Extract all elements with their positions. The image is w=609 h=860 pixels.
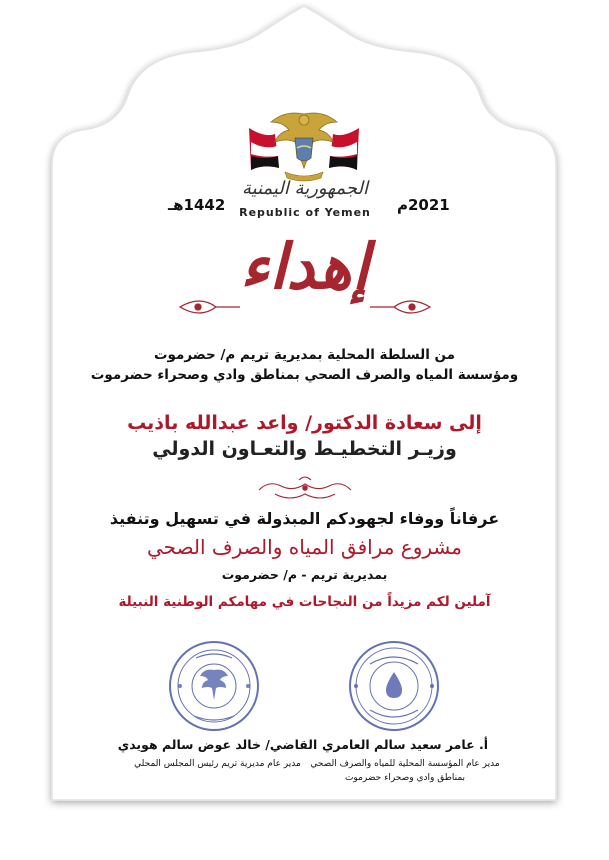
recipient-title: وزيـر التخطيـط والتعـاون الدولي xyxy=(152,438,457,460)
year-hijri: 1442هـ xyxy=(168,196,226,214)
wishes-text: آملين لكم مزيداً من النجاحات في مهامكم الوطنية النبيلة xyxy=(118,594,491,610)
recipient-name: إلى سعادة الدكتور/ واعد عبدالله باذيب xyxy=(127,412,482,434)
year-gregorian: 2021م xyxy=(397,196,450,214)
certificate-title: إهداء xyxy=(240,230,369,303)
signatory-right-role-line-2: بمناطق وادي وصحراء حضرموت xyxy=(344,773,466,783)
project-name: مشروع مرافق المياه والصرف الصحي xyxy=(147,535,462,559)
section-divider-ornament xyxy=(255,476,355,504)
signatory-left-name: القاضي/ خالد عوض سالم هويدي xyxy=(117,737,318,752)
water-corporation-seal-stamp xyxy=(346,638,442,734)
issuer-line-1: من السلطة المحلية بمديرية تريم م/ حضرموت xyxy=(153,347,456,363)
signatory-right-role-line-1: مدير عام المؤسسة المحلية للمياه والصرف الصحي xyxy=(310,759,500,769)
signatory-left-role: مدير عام مديرية تريم رئيس المجلس المحلي xyxy=(134,759,301,769)
signatory-right-role xyxy=(310,757,500,785)
country-name-arabic: الجمهورية اليمنية xyxy=(241,178,369,199)
yemen-eagle-emblem-icon xyxy=(245,108,363,184)
district-official-seal-stamp xyxy=(166,638,262,734)
country-name-english: Republic of Yemen xyxy=(239,206,371,219)
signatory-right-name: أ. عامر سعيد سالم العامري xyxy=(321,737,489,752)
appreciation-text: عرفاناً ووفاء لجهودكم المبذولة في تسهيل وتنفيذ xyxy=(109,509,500,528)
issuer-line-2: ومؤسسة المياه والصرف الصحي بمناطق وادي وصحراء حضرموت xyxy=(90,367,519,383)
project-location: بمديرية تريم - م/ حضرموت xyxy=(221,567,388,582)
